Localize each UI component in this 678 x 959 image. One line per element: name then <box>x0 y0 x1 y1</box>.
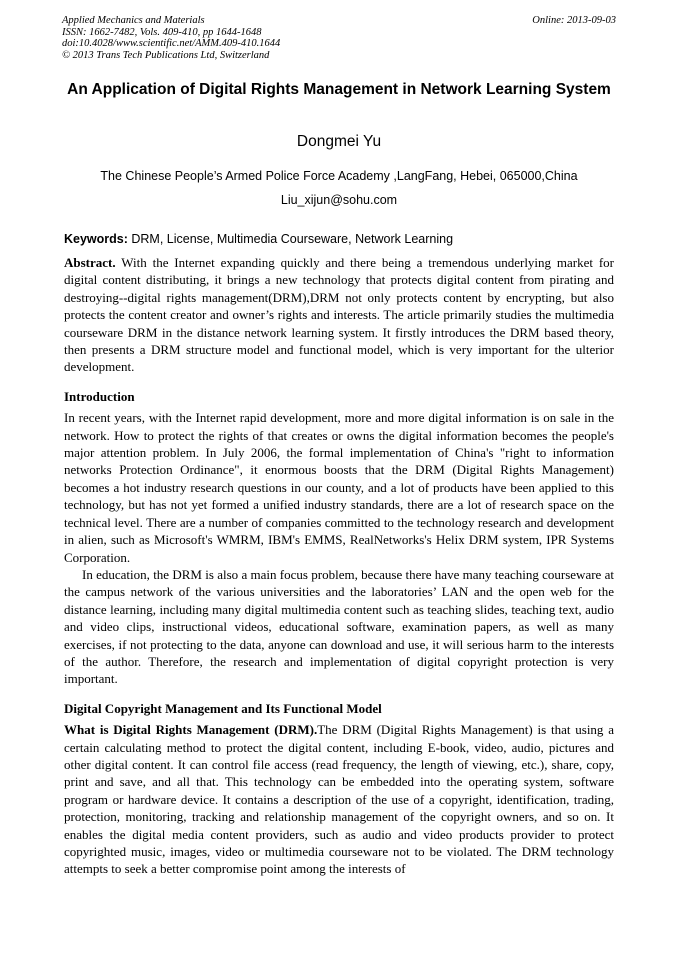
paper-body <box>64 254 614 878</box>
keywords-text: DRM, License, Multimedia Courseware, Network Learning <box>127 232 454 246</box>
journal-name: Applied Mechanics and Materials <box>62 15 205 26</box>
issn-line: ISSN: 1662-7482, Vols. 409-410, pp 1644-1648 <box>62 26 262 38</box>
intro-paragraph-1: In recent years, with the Internet rapid development, more and more digital information is on sale in the network. How to protect the rights of that creates or owns the digital information becomes the people's major attention problem. In July 2006, the formal implementation of China's "right to information networks Protection Ordinance", it enormous boosts that the DRM (Digital Rights Management) becomes a hot industry research questions in our county, and a lot of products have been applied to this technology, but has not yet formed a unified industry standards, there are a lot of research space on the technical level. There are a number of companies committed to the technology research and development in alien, such as Microsoft's WMRM, IBM's EMMS, RealNetworks's Helix DRM system, IPR Systems Corporation. <box>64 410 614 565</box>
drm-paragraph-1 <box>64 721 614 878</box>
paper-author: Dongmei Yu <box>296 133 382 150</box>
author-affiliation: The Chinese People’s Armed Police Force Academy ,LangFang, Hebei, 065000,China <box>100 169 578 183</box>
copyright-line: © 2013 Trans Tech Publications Ltd, Switzerland <box>62 49 270 61</box>
paper-title: An Application of Digital Rights Management in Network Learning System <box>67 81 611 98</box>
journal-header <box>62 15 616 61</box>
intro-paragraph-2: In education, the DRM is also a main focus problem, because there have many teaching courseware at the campus network of the various universities and the laboratories’ LAN and the open web for the distance learning, including many digital multimedia content such as teaching slides, teaching text, audio and video clips, instructional videos, educational software, examination papers, as well as many exercises, if not protecting to the data, anyone can download and use, it will serious harm to the interests of the author. Therefore, the research and implementation of digital copyright protection is very important. <box>64 566 614 687</box>
keywords-label: Keywords: <box>64 232 128 246</box>
abstract <box>64 254 614 376</box>
online-date: Online: 2013-09-03 <box>532 15 616 26</box>
abstract-label: Abstract. <box>64 255 116 270</box>
drm-paragraph-text: The DRM (Digital Rights Management) is that using a certain calculating method to protect the digital content, including E-book, video, audio, pictures and other digital content. It can control file access (read frequency, the length of viewing, etc.), share, copy, print and save, and all that. This technology can be embedded into the operating system, software program or hardware device. It contains a description of the use of a copyright, identification, trading, protection, monitoring, tracking and relationship management of the copyright owners, and so on. It enables the digital media content providers, such as audio and video products provider to protect copyrighted music, images, video or multimedia courseware not to be violated. The DRM technology attempts to seek a better compromise point among the interests of <box>64 722 614 877</box>
author-email: Liu_xijun@sohu.com <box>280 193 398 207</box>
doi-line: doi:10.4028/www.scientific.net/AMM.409-410.1644 <box>62 38 281 49</box>
abstract-text: With the Internet expanding quickly and there being a tremendous underlying market for digital content distributing, it brings a new technology that protects digital content from pirating and destroying--digital rights management(DRM),DRM not only protects content by encrypting, but also protects the content creator and owner’s rights and interests. The article primarily studies the multimedia courseware DRM in the distance network learning system. It firstly introduces the DRM based theory, then presents a DRM structure model and functional model, which is very important for the ulterior development. <box>64 255 614 375</box>
section-heading-drm: Digital Copyright Management and Its Functional Model <box>64 700 382 716</box>
section-heading-introduction: Introduction <box>64 388 135 404</box>
keywords <box>64 231 616 247</box>
drm-lead: What is Digital Rights Management (DRM). <box>64 722 318 738</box>
